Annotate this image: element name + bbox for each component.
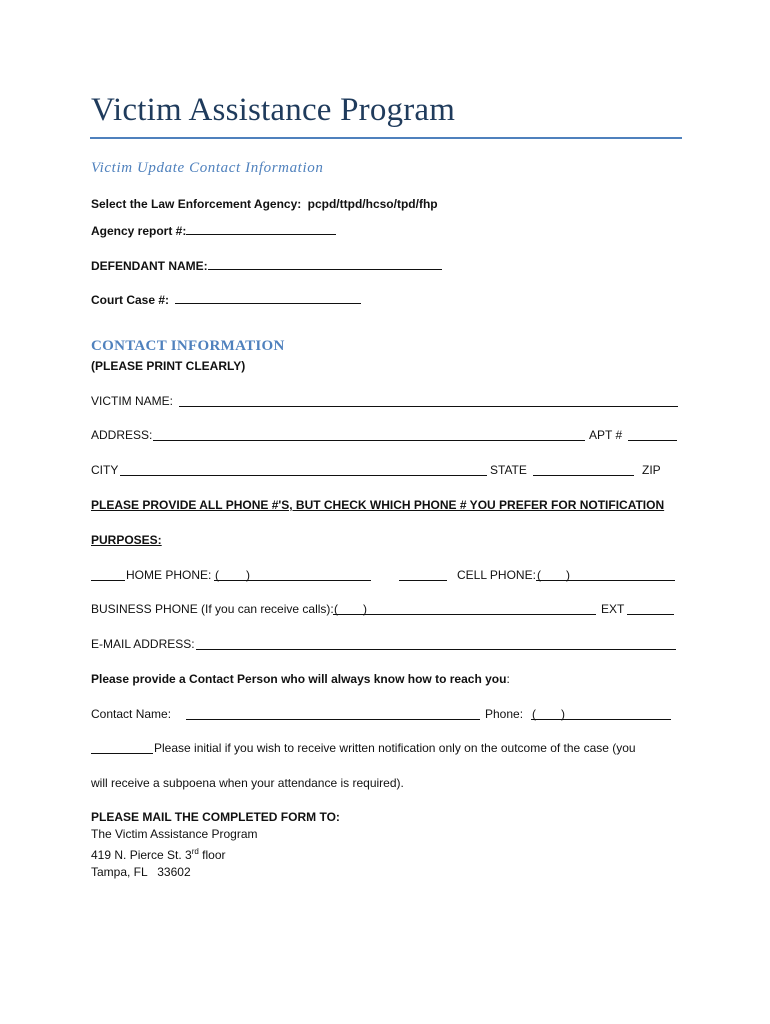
- city-field[interactable]: [120, 475, 487, 476]
- court-case-row: [91, 292, 361, 307]
- title-divider: [90, 137, 682, 139]
- cell-phone-area-open: (: [537, 568, 541, 582]
- agency-row: [91, 197, 438, 211]
- contact-person-colon: :: [506, 672, 510, 686]
- address-label: ADDRESS:: [91, 428, 153, 442]
- contact-person-instruction: [91, 672, 510, 686]
- contact-phone-field[interactable]: [531, 719, 671, 720]
- initial-instruction: Please initial if you wish to receive written notification only on the outcome of the case (you: [154, 741, 636, 755]
- cell-phone-label: CELL PHONE:: [457, 568, 536, 582]
- print-clearly-note: (PLEASE PRINT CLEARLY): [91, 359, 246, 373]
- email-field[interactable]: [196, 649, 676, 650]
- business-phone-label: BUSINESS PHONE (If you can receive calls):: [91, 602, 334, 616]
- page-title: Victim Assistance Program: [91, 92, 456, 128]
- ext-label: EXT: [601, 602, 625, 616]
- state-label: STATE: [490, 463, 527, 477]
- business-phone-field[interactable]: [333, 614, 596, 615]
- home-phone-label: HOME PHONE:: [126, 568, 212, 582]
- cell-phone-area-close: ): [566, 568, 570, 582]
- home-phone-field[interactable]: [214, 580, 371, 581]
- agency-report-label: Agency report #:: [91, 224, 187, 238]
- contact-info-heading: CONTACT INFORMATION: [91, 338, 285, 354]
- initial-field[interactable]: [91, 753, 153, 754]
- agency-report-row: [91, 223, 336, 238]
- apt-field[interactable]: [628, 440, 677, 441]
- mail-line-1: The Victim Assistance Program: [91, 827, 258, 841]
- state-field[interactable]: [533, 475, 634, 476]
- business-phone-area-open: (: [334, 602, 338, 616]
- contact-name-label: Contact Name:: [91, 707, 172, 721]
- defendant-row: [91, 258, 442, 273]
- agency-report-field[interactable]: [186, 223, 336, 235]
- page-subtitle: Victim Update Contact Information: [91, 160, 324, 176]
- contact-phone-label: Phone:: [485, 707, 524, 721]
- agency-label: Select the Law Enforcement Agency:: [91, 197, 302, 211]
- defendant-name-field[interactable]: [208, 258, 442, 270]
- victim-name-label: VICTIM NAME:: [91, 394, 174, 408]
- agency-options[interactable]: pcpd/ttpd/hcso/tpd/fhp: [307, 197, 438, 211]
- initial-instruction-cont: will receive a subpoena when your attendance is required).: [91, 776, 404, 790]
- contact-phone-area-open: (: [532, 707, 536, 721]
- defendant-label: DEFENDANT NAME:: [91, 259, 208, 273]
- business-phone-area-close: ): [363, 602, 367, 616]
- phone-instruction-purposes: PURPOSES:: [91, 533, 162, 547]
- address-field[interactable]: [153, 440, 585, 441]
- contact-name-field[interactable]: [186, 719, 480, 720]
- city-label: CITY: [91, 463, 119, 477]
- contact-phone-area-close: ): [561, 707, 565, 721]
- mail-line-2: 419 N. Pierce St. 3rd floor: [91, 847, 226, 862]
- ext-field[interactable]: [627, 614, 674, 615]
- victim-name-field[interactable]: [179, 406, 678, 407]
- zip-label: ZIP: [642, 463, 661, 477]
- apt-label: APT #: [589, 428, 623, 442]
- court-case-label: Court Case #:: [91, 293, 170, 307]
- mailing-address: [91, 826, 258, 881]
- cell-phone-check[interactable]: [399, 580, 447, 581]
- home-phone-check[interactable]: [91, 580, 125, 581]
- email-label: E-MAIL ADDRESS:: [91, 637, 195, 651]
- court-case-field[interactable]: [175, 292, 361, 304]
- mail-line-3: Tampa, FL 33602: [91, 865, 191, 879]
- home-phone-area-close: ): [246, 568, 250, 582]
- cell-phone-field[interactable]: [536, 580, 675, 581]
- home-phone-area-open: (: [215, 568, 219, 582]
- mail-heading: PLEASE MAIL THE COMPLETED FORM TO:: [91, 810, 340, 824]
- phone-instruction: PLEASE PROVIDE ALL PHONE #'S, BUT CHECK WHICH PHONE # YOU PREFER FOR NOTIFICATION: [91, 498, 665, 512]
- contact-person-text: Please provide a Contact Person who will always know how to reach you: [91, 672, 507, 686]
